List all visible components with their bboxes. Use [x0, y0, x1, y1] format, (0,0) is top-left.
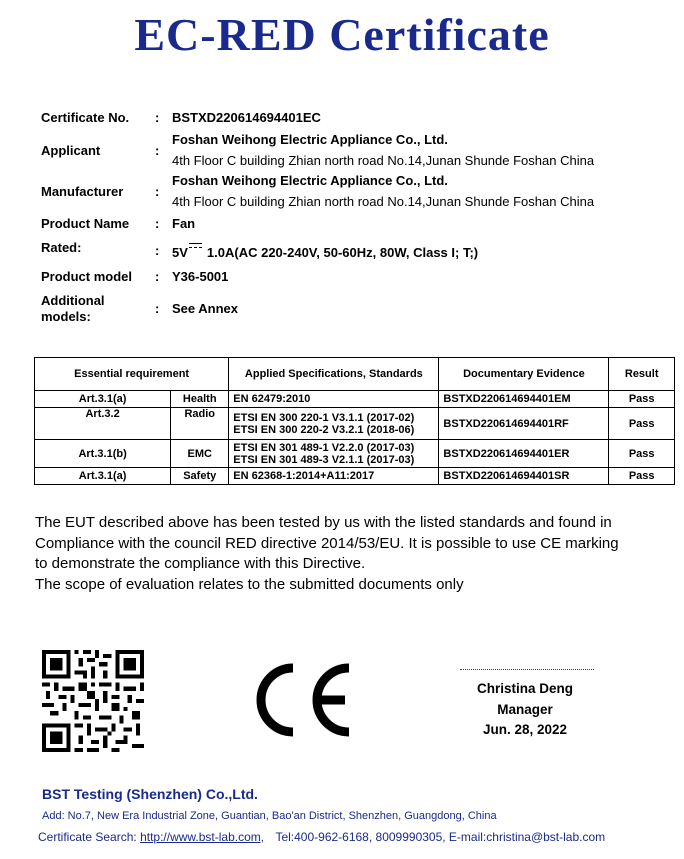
statement-line: Compliance with the council RED directive 2014/53/EU. It is possible to use CE marking: [35, 534, 619, 552]
header-essential-requirement: Essential requirement: [35, 358, 229, 391]
contact-info: Tel:400-962-6168, 8009990305, E-mail:christina@bst-lab.com: [275, 830, 606, 844]
qr-code-icon[interactable]: [42, 650, 144, 752]
manufacturer-address: 4th Floor C building Zhian north road No.14,Junan Shunde Foshan China: [172, 194, 595, 209]
applicant-label: Applicant: [41, 143, 101, 158]
product-model-label: Product model: [41, 269, 133, 284]
category-cell: Health: [171, 391, 229, 408]
company-name: BST Testing (Shenzhen) Co.,Ltd.: [42, 786, 258, 802]
applicant-address: 4th Floor C building Zhian north road No.14,Junan Shunde Foshan China: [172, 153, 595, 168]
product-name-value: Fan: [172, 216, 196, 231]
product-name-label: Product Name: [41, 216, 130, 231]
standard-line: EN 62479:2010: [233, 393, 311, 405]
certificate-search-link[interactable]: http://www.bst-lab.com,: [140, 830, 265, 844]
signature-line: [460, 669, 594, 670]
standard-line: ETSI EN 301 489-1 V2.2.0 (2017-03): [233, 441, 415, 454]
statement-line: to demonstrate the compliance with this Directive.: [35, 555, 366, 572]
evidence-cell: BSTXD220614694401EM: [439, 391, 609, 408]
table-row: [35, 468, 675, 485]
category-cell: EMC: [171, 440, 229, 468]
requirements-table: [34, 357, 675, 485]
colon: :: [155, 143, 160, 158]
header-applied-specifications: Applied Specifications, Standards: [229, 358, 439, 391]
article-cell: Art.3.1(b): [35, 440, 171, 468]
colon: :: [155, 243, 160, 258]
company-address: Add: No.7, New Era Industrial Zone, Guantian, Bao'an District, Shenzhen, Guangdong, China: [42, 810, 497, 822]
rated-voltage: 5V: [172, 245, 188, 260]
evidence-cell: BSTXD220614694401ER: [439, 440, 609, 468]
result-cell: Pass: [609, 468, 675, 485]
standard-cell: [229, 391, 439, 408]
standard-cell: [229, 408, 439, 440]
standard-line: ETSI EN 300 220-1 V3.1.1 (2017-02): [233, 411, 415, 424]
rated-label: Rated:: [41, 240, 82, 255]
additional-models-value: See Annex: [172, 301, 238, 316]
standard-line: ETSI EN 301 489-3 V2.1.1 (2017-03): [233, 453, 415, 466]
rated-value: [172, 243, 478, 260]
colon: :: [155, 301, 160, 316]
standard-line: ETSI EN 300 220-2 V3.2.1 (2018-06): [233, 423, 415, 436]
header-result: Result: [609, 358, 675, 391]
standard-line: EN 62368-1:2014+A11:2017: [233, 470, 375, 482]
result-cell: Pass: [609, 440, 675, 468]
category-cell: Radio: [171, 408, 229, 440]
evidence-cell: BSTXD220614694401RF: [439, 408, 609, 440]
certificate-search-line: [38, 830, 605, 844]
signature-date: Jun. 28, 2022: [482, 722, 568, 737]
applicant-name: Foshan Weihong Electric Appliance Co., Ltd.: [172, 132, 448, 147]
cert-no-value: BSTXD220614694401EC: [172, 110, 321, 125]
article-cell: Art.3.2: [35, 408, 171, 440]
additional-models-label-1: Additional: [41, 293, 105, 308]
table-header-row: [35, 358, 675, 391]
cert-no-label: Certificate No.: [41, 110, 130, 125]
colon: :: [155, 184, 160, 199]
table-row: [35, 408, 675, 440]
manufacturer-label: Manufacturer: [41, 184, 124, 199]
header-documentary-evidence: Documentary Evidence: [439, 358, 609, 391]
standard-cell: [229, 468, 439, 485]
signatory-role: Manager: [497, 702, 553, 717]
rated-details: 1.0A(AC 220-240V, 50-60Hz, 80W, Class I; T;): [206, 245, 479, 260]
ce-mark-icon: [245, 660, 357, 740]
certificate-title: EC-RED Certificate: [134, 9, 550, 60]
table-row: [35, 391, 675, 408]
product-model-value: Y36-5001: [172, 269, 229, 284]
manufacturer-name: Foshan Weihong Electric Appliance Co., Ltd.: [172, 173, 448, 188]
result-cell: Pass: [609, 391, 675, 408]
signatory-name: Christina Deng: [476, 681, 573, 696]
evidence-cell: BSTXD220614694401SR: [439, 468, 609, 485]
category-cell: Safety: [171, 468, 229, 485]
article-cell: Art.3.1(a): [35, 468, 171, 485]
standard-cell: [229, 440, 439, 468]
colon: :: [155, 269, 160, 284]
result-cell: Pass: [609, 408, 675, 440]
certificate-search-label: Certificate Search:: [38, 830, 137, 844]
compliance-statement: [35, 513, 675, 595]
colon: :: [155, 216, 160, 231]
dc-symbol: [189, 243, 203, 251]
statement-line: The scope of evaluation relates to the submitted documents only: [35, 575, 464, 593]
additional-models-label-2: models:: [41, 309, 91, 324]
statement-line: The EUT described above has been tested by us with the listed standards and found in: [35, 514, 612, 531]
table-row: [35, 440, 675, 468]
article-cell: Art.3.1(a): [35, 391, 171, 408]
colon: :: [155, 110, 160, 125]
